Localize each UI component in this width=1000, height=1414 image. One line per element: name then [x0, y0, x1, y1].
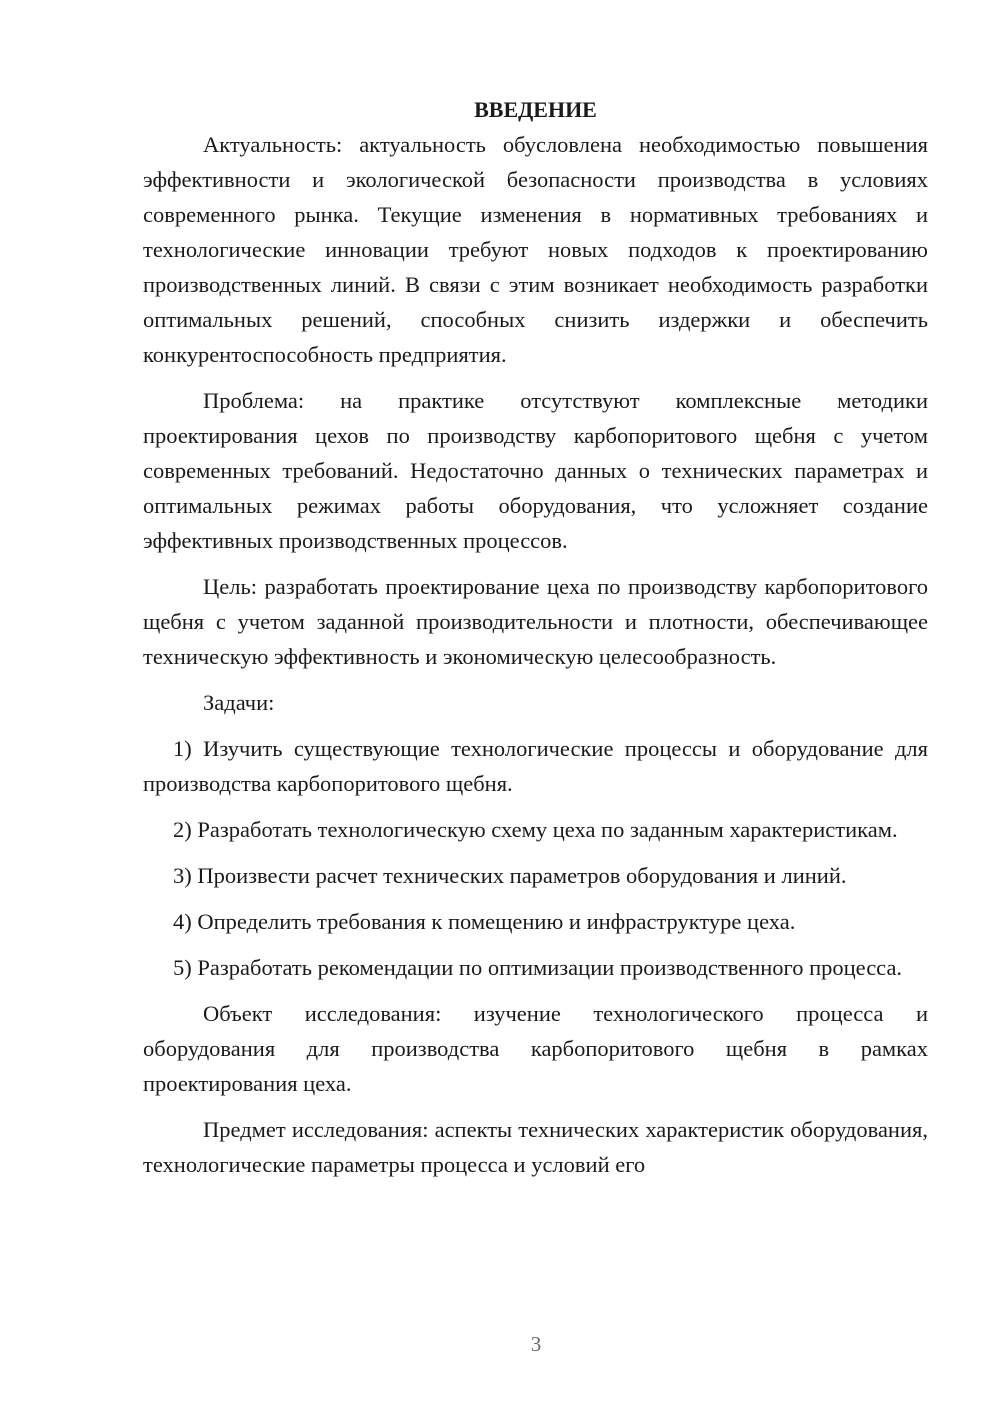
goal-paragraph: Цель: разработать проектирование цеха по производству карбопоритового щебня с учетом заданной производительности и плотности, обеспечивающее техническую эффективность и экономическую целесообразность. — [143, 574, 928, 669]
page-number: 3 — [530, 1332, 542, 1356]
tasks-label: Задачи: — [203, 690, 275, 715]
task-item-4: 4) Определить требования к помещению и инфраструктуре цеха. — [173, 909, 796, 934]
task-item-5: 5) Разработать рекомендации по оптимизации производственного процесса. — [173, 955, 903, 980]
page-content — [143, 92, 928, 1193]
task-item-3: 3) Произвести расчет технических параметров оборудования и линий. — [173, 863, 847, 888]
problem-paragraph: Проблема: на практике отсутствуют комплексные методики проектирования цехов по производству карбопоритового щебня с учетом современных требований. Недостаточно данных о технических параметрах и оптимальных режимах работы оборудования, что усложняет создание эффективных производственных процессов. — [143, 388, 928, 553]
task-item-1: 1) Изучить существующие технологические процессы и оборудование для производства карбопоритового щебня. — [143, 736, 928, 796]
relevance-paragraph: Актуальность: актуальность обусловлена необходимостью повышения эффективности и экологической безопасности производства в условиях современного рынка. Текущие изменения в нормативных требованиях и технологические инновации требуют новых подходов к проектированию производственных линий. В связи с этим возникает необходимость разработки оптимальных решений, способных снизить издержки и обеспечить конкурентоспособность предприятия. — [143, 132, 928, 367]
task-item-2: 2) Разработать технологическую схему цеха по заданным характеристикам. — [173, 817, 898, 842]
object-paragraph: Объект исследования: изучение технологического процесса и оборудования для производства карбопоритового щебня в рамках проектирования цеха. — [143, 1001, 928, 1096]
subject-paragraph: Предмет исследования: аспекты технических характеристик оборудования, технологические параметры процесса и условий его — [143, 1117, 928, 1177]
section-heading: ВВЕДЕНИЕ — [474, 97, 597, 122]
